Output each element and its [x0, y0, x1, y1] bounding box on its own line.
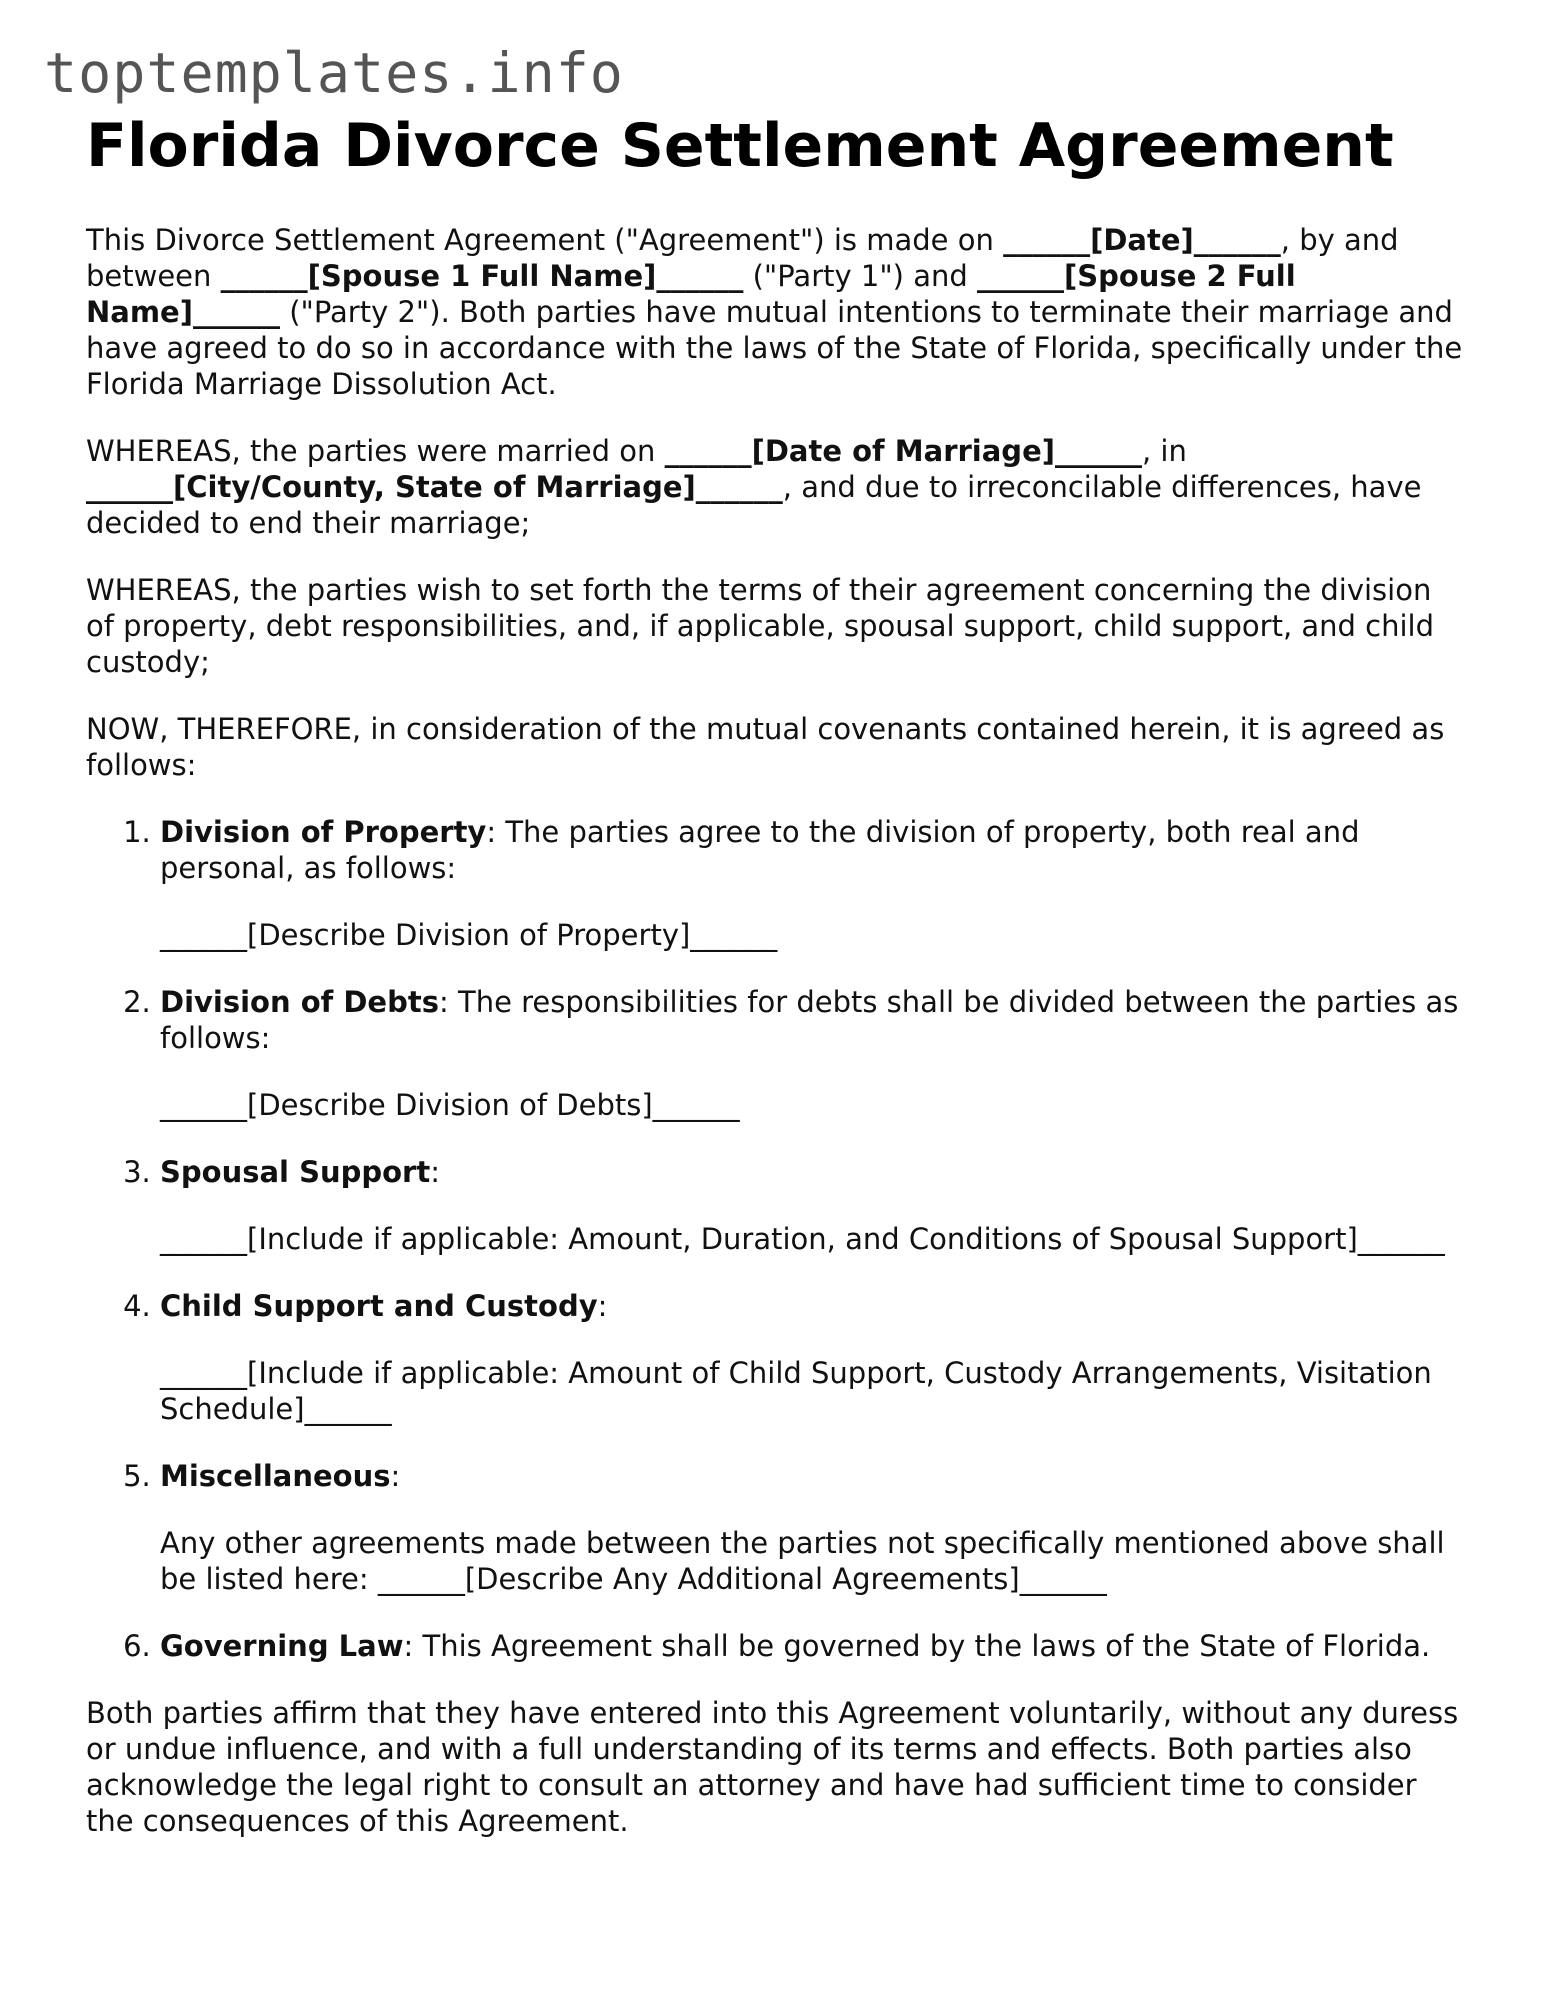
whereas1-text-2: , in: [1142, 434, 1187, 468]
spouse1-placeholder: ______[Spouse 1 Full Name]______: [220, 259, 744, 293]
section-text: :: [597, 1289, 608, 1323]
intro-paragraph: [86, 222, 1466, 402]
section-text: : This Agreement shall be governed by the laws of the State of Florida.: [403, 1629, 1431, 1663]
section-detail: ______[Describe Division of Debts]______: [160, 1088, 740, 1122]
section-heading: Child Support and Custody: [160, 1289, 598, 1323]
whereas-marriage-paragraph: [86, 433, 1466, 541]
section-spousal-support: [160, 1154, 1466, 1257]
section-heading: Division of Property: [160, 815, 487, 849]
section-heading: Governing Law: [160, 1629, 404, 1663]
section-detail: ______[Include if applicable: Amount of Child Support, Custody Arrangements, Visitation Schedule]______: [160, 1356, 1432, 1426]
whereas1-text-1: WHEREAS, the parties were married on: [86, 434, 665, 468]
whereas1-text-3: , and due to irreconcilable differences, have decided to end their marriage;: [86, 470, 1422, 540]
document-title: Florida Divorce Settlement Agreement: [86, 111, 1394, 181]
section-miscellaneous: [160, 1458, 1466, 1597]
section-heading: Division of Debts: [160, 985, 439, 1019]
sections-list: [86, 814, 1466, 1664]
intro-text-2: , by and between: [86, 223, 1399, 293]
section-text: :: [390, 1459, 401, 1493]
section-text: :: [430, 1155, 440, 1189]
intro-text-1: This Divorce Settlement Agreement ("Agreement") is made on: [86, 223, 1004, 257]
place-of-marriage-placeholder: ______[City/County, State of Marriage]______: [86, 470, 783, 504]
now-therefore-paragraph: NOW, THEREFORE, in consideration of the mutual covenants contained herein, it is agreed as follows:: [86, 712, 1445, 782]
section-text: : The responsibilities for debts shall be divided between the parties as follows:: [160, 985, 1459, 1055]
watermark: toptemplates.info: [44, 41, 624, 105]
section-heading: Miscellaneous: [160, 1459, 391, 1493]
date-placeholder: ______[Date]______: [1003, 223, 1281, 257]
date-of-marriage-placeholder: ______[Date of Marriage]______: [664, 434, 1142, 468]
spouse2-placeholder: ______[Spouse 2 Full Name]______: [86, 259, 1296, 329]
whereas-terms-paragraph: WHEREAS, the parties wish to set forth the terms of their agreement concerning the division of property, debt responsibilities, and, if applicable, spousal support, child support, and child custody;: [86, 573, 1435, 679]
section-heading: Spousal Support: [160, 1155, 431, 1189]
intro-text-3: ("Party 1") and: [743, 259, 977, 293]
closing-paragraph: Both parties affirm that they have entered into this Agreement voluntarily, without any duress or undue influence, and with a full understanding of its terms and effects. Both parties also acknowledge the legal right to consult an attorney and have had sufficient time to consider the consequences of this Agreement.: [86, 1696, 1459, 1838]
section-division-of-property: [160, 814, 1466, 953]
document-page: [86, 108, 1466, 1870]
section-division-of-debts: [160, 984, 1466, 1123]
section-text: : The parties agree to the division of property, both real and personal, as follows:: [160, 815, 1360, 885]
section-detail: Any other agreements made between the parties not specifically mentioned above shall be listed here: ______[Describe Any Additional Agreements]______: [160, 1526, 1445, 1596]
section-detail: ______[Include if applicable: Amount, Duration, and Conditions of Spousal Support]______: [160, 1222, 1445, 1256]
intro-text-4: ("Party 2"). Both parties have mutual intentions to terminate their marriage and have agreed to do so in accordance with the laws of the State of Florida, specifically under the Florida Marriage Dissolution Act.: [86, 295, 1463, 401]
section-detail: ______[Describe Division of Property]______: [160, 918, 778, 952]
section-child-support-custody: [160, 1288, 1466, 1427]
section-governing-law: [160, 1628, 1466, 1664]
